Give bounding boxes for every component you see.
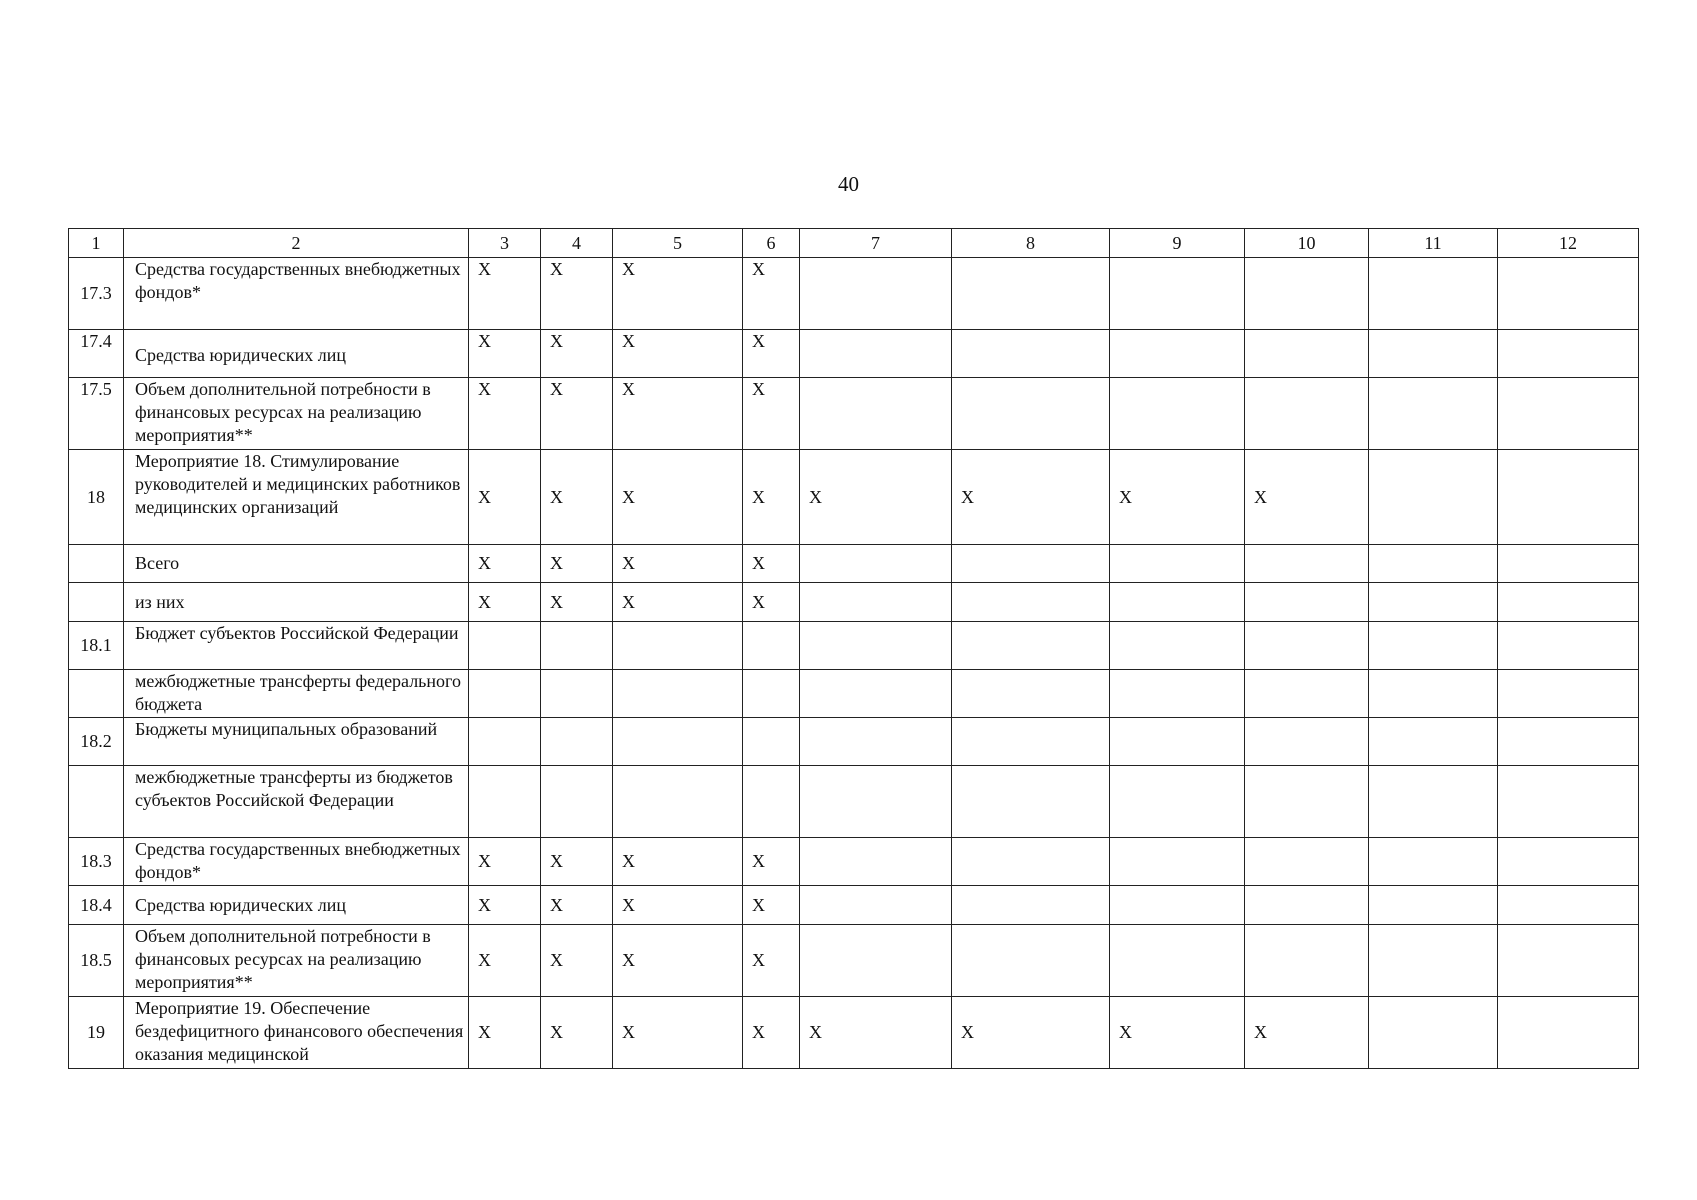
value-cell bbox=[952, 766, 1110, 838]
value-cell bbox=[952, 670, 1110, 718]
value-cell bbox=[800, 622, 952, 670]
value-cell bbox=[743, 718, 800, 766]
header-cell: 11 bbox=[1369, 229, 1498, 258]
value-cell bbox=[1369, 766, 1498, 838]
table-row bbox=[69, 450, 1639, 545]
value-cell bbox=[1369, 258, 1498, 330]
value-cell: X bbox=[743, 378, 800, 450]
value-cell bbox=[1369, 718, 1498, 766]
value-cell bbox=[541, 622, 613, 670]
value-cell bbox=[541, 766, 613, 838]
value-cell: X bbox=[743, 925, 800, 997]
header-cell: 4 bbox=[541, 229, 613, 258]
row-name: Мероприятие 18. Стимулирование руководителей и медицинских работников медицинских организаций bbox=[124, 450, 469, 545]
row-number bbox=[69, 670, 124, 718]
row-number bbox=[69, 583, 124, 622]
value-cell: X bbox=[743, 997, 800, 1069]
value-cell bbox=[952, 583, 1110, 622]
value-cell bbox=[800, 925, 952, 997]
value-cell bbox=[469, 718, 541, 766]
header-cell: 9 bbox=[1110, 229, 1245, 258]
value-cell bbox=[1110, 670, 1245, 718]
value-cell bbox=[1110, 258, 1245, 330]
row-name: Средства юридических лиц bbox=[124, 886, 469, 925]
value-cell bbox=[541, 670, 613, 718]
value-cell: X bbox=[469, 583, 541, 622]
row-name: Средства государственных внебюджетных фондов* bbox=[124, 838, 469, 886]
value-cell bbox=[1498, 378, 1639, 450]
value-cell: X bbox=[469, 997, 541, 1069]
value-cell: X bbox=[541, 886, 613, 925]
header-cell: 10 bbox=[1245, 229, 1369, 258]
table-row bbox=[69, 925, 1639, 997]
value-cell: X bbox=[743, 545, 800, 583]
value-cell bbox=[1245, 258, 1369, 330]
value-cell: X bbox=[800, 450, 952, 545]
header-cell: 7 bbox=[800, 229, 952, 258]
value-cell bbox=[1245, 622, 1369, 670]
value-cell: X bbox=[469, 450, 541, 545]
table-body bbox=[69, 229, 1639, 1069]
value-cell: X bbox=[541, 997, 613, 1069]
value-cell bbox=[1245, 766, 1369, 838]
value-cell bbox=[1369, 378, 1498, 450]
row-name: межбюджетные трансферты федерального бюджета bbox=[124, 670, 469, 718]
value-cell bbox=[1245, 925, 1369, 997]
value-cell bbox=[613, 670, 743, 718]
header-cell: 5 bbox=[613, 229, 743, 258]
value-cell: X bbox=[541, 378, 613, 450]
value-cell: X bbox=[743, 450, 800, 545]
value-cell bbox=[1498, 670, 1639, 718]
table-row bbox=[69, 258, 1639, 330]
value-cell bbox=[1369, 838, 1498, 886]
value-cell: X bbox=[1110, 450, 1245, 545]
table-row bbox=[69, 718, 1639, 766]
value-cell bbox=[800, 718, 952, 766]
value-cell bbox=[1498, 545, 1639, 583]
value-cell bbox=[1245, 330, 1369, 378]
value-cell bbox=[1369, 450, 1498, 545]
row-number: 17.4 bbox=[69, 330, 124, 378]
value-cell bbox=[1110, 886, 1245, 925]
value-cell: X bbox=[743, 330, 800, 378]
value-cell bbox=[1369, 670, 1498, 718]
value-cell: X bbox=[469, 378, 541, 450]
value-cell bbox=[1369, 622, 1498, 670]
row-name: Объем дополнительной потребности в финансовых ресурсах на реализацию мероприятия** bbox=[124, 378, 469, 450]
value-cell bbox=[1245, 583, 1369, 622]
value-cell bbox=[541, 718, 613, 766]
row-name: Объем дополнительной потребности в финансовых ресурсах на реализацию мероприятия** bbox=[124, 925, 469, 997]
row-name: Всего bbox=[124, 545, 469, 583]
row-name: Мероприятие 19. Обеспечение бездефицитного финансового обеспечения оказания медицинской bbox=[124, 997, 469, 1069]
value-cell: X bbox=[541, 925, 613, 997]
value-cell bbox=[1110, 766, 1245, 838]
header-cell: 3 bbox=[469, 229, 541, 258]
value-cell bbox=[743, 766, 800, 838]
value-cell: X bbox=[613, 258, 743, 330]
value-cell bbox=[952, 886, 1110, 925]
value-cell bbox=[1498, 718, 1639, 766]
row-number bbox=[69, 766, 124, 838]
row-number: 17.5 bbox=[69, 378, 124, 450]
table-row bbox=[69, 838, 1639, 886]
value-cell bbox=[952, 718, 1110, 766]
table-row bbox=[69, 670, 1639, 718]
value-cell bbox=[1369, 997, 1498, 1069]
row-number bbox=[69, 545, 124, 583]
value-cell bbox=[952, 258, 1110, 330]
row-name: Средства юридических лиц bbox=[124, 330, 469, 378]
value-cell: X bbox=[1110, 997, 1245, 1069]
value-cell: X bbox=[541, 330, 613, 378]
value-cell: X bbox=[541, 450, 613, 545]
value-cell bbox=[1110, 838, 1245, 886]
value-cell bbox=[800, 378, 952, 450]
value-cell: X bbox=[952, 997, 1110, 1069]
value-cell bbox=[1245, 670, 1369, 718]
value-cell bbox=[952, 925, 1110, 997]
value-cell bbox=[469, 670, 541, 718]
value-cell bbox=[1498, 583, 1639, 622]
value-cell bbox=[1498, 997, 1639, 1069]
table-row bbox=[69, 583, 1639, 622]
value-cell bbox=[1110, 718, 1245, 766]
value-cell: X bbox=[541, 583, 613, 622]
value-cell: X bbox=[1245, 450, 1369, 545]
table-row bbox=[69, 766, 1639, 838]
value-cell: X bbox=[613, 838, 743, 886]
value-cell: X bbox=[613, 545, 743, 583]
value-cell: X bbox=[952, 450, 1110, 545]
value-cell bbox=[1369, 330, 1498, 378]
header-cell: 6 bbox=[743, 229, 800, 258]
value-cell bbox=[1245, 838, 1369, 886]
value-cell bbox=[800, 886, 952, 925]
row-number: 18.3 bbox=[69, 838, 124, 886]
value-cell bbox=[1498, 838, 1639, 886]
value-cell bbox=[1498, 925, 1639, 997]
value-cell: X bbox=[613, 886, 743, 925]
value-cell: X bbox=[743, 838, 800, 886]
value-cell: X bbox=[800, 997, 952, 1069]
value-cell: X bbox=[541, 838, 613, 886]
value-cell bbox=[800, 330, 952, 378]
row-name: Бюджеты муниципальных образований bbox=[124, 718, 469, 766]
value-cell bbox=[1498, 450, 1639, 545]
value-cell bbox=[1498, 258, 1639, 330]
value-cell bbox=[800, 766, 952, 838]
row-number: 18.2 bbox=[69, 718, 124, 766]
row-number: 17.3 bbox=[69, 258, 124, 330]
value-cell bbox=[952, 545, 1110, 583]
value-cell: X bbox=[469, 330, 541, 378]
value-cell bbox=[952, 378, 1110, 450]
value-cell: X bbox=[613, 997, 743, 1069]
value-cell bbox=[469, 622, 541, 670]
value-cell bbox=[952, 622, 1110, 670]
row-name: Средства государственных внебюджетных фондов* bbox=[124, 258, 469, 330]
value-cell: X bbox=[541, 258, 613, 330]
value-cell: X bbox=[541, 545, 613, 583]
value-cell bbox=[1110, 583, 1245, 622]
table-row bbox=[69, 330, 1639, 378]
value-cell: X bbox=[1245, 997, 1369, 1069]
value-cell bbox=[1369, 925, 1498, 997]
table-row bbox=[69, 997, 1639, 1069]
value-cell bbox=[1110, 622, 1245, 670]
table-row bbox=[69, 545, 1639, 583]
value-cell: X bbox=[469, 838, 541, 886]
table-row bbox=[69, 622, 1639, 670]
value-cell bbox=[1369, 545, 1498, 583]
header-cell: 2 bbox=[124, 229, 469, 258]
value-cell: X bbox=[613, 450, 743, 545]
value-cell bbox=[800, 670, 952, 718]
value-cell bbox=[613, 766, 743, 838]
value-cell bbox=[1498, 330, 1639, 378]
value-cell bbox=[952, 838, 1110, 886]
value-cell bbox=[1110, 545, 1245, 583]
value-cell: X bbox=[743, 258, 800, 330]
value-cell bbox=[800, 258, 952, 330]
value-cell bbox=[1245, 545, 1369, 583]
value-cell bbox=[743, 622, 800, 670]
budget-table bbox=[68, 228, 1639, 1069]
value-cell bbox=[1498, 886, 1639, 925]
row-name: из них bbox=[124, 583, 469, 622]
row-number: 18.1 bbox=[69, 622, 124, 670]
value-cell: X bbox=[613, 925, 743, 997]
value-cell bbox=[1245, 378, 1369, 450]
value-cell bbox=[800, 838, 952, 886]
header-cell: 12 bbox=[1498, 229, 1639, 258]
value-cell: X bbox=[469, 258, 541, 330]
value-cell: X bbox=[613, 378, 743, 450]
value-cell bbox=[1498, 622, 1639, 670]
value-cell: X bbox=[469, 886, 541, 925]
value-cell bbox=[613, 622, 743, 670]
table-row bbox=[69, 378, 1639, 450]
value-cell: X bbox=[743, 583, 800, 622]
value-cell bbox=[743, 670, 800, 718]
value-cell: X bbox=[469, 925, 541, 997]
value-cell bbox=[952, 330, 1110, 378]
value-cell bbox=[1110, 330, 1245, 378]
row-number: 19 bbox=[69, 997, 124, 1069]
header-cell: 8 bbox=[952, 229, 1110, 258]
value-cell bbox=[613, 718, 743, 766]
page-number: 40 bbox=[838, 172, 859, 196]
value-cell bbox=[800, 583, 952, 622]
value-cell bbox=[469, 766, 541, 838]
row-name: Бюджет субъектов Российской Федерации bbox=[124, 622, 469, 670]
row-number: 18.4 bbox=[69, 886, 124, 925]
value-cell: X bbox=[469, 545, 541, 583]
value-cell bbox=[1245, 886, 1369, 925]
row-number: 18 bbox=[69, 450, 124, 545]
header-cell: 1 bbox=[69, 229, 124, 258]
value-cell bbox=[1369, 583, 1498, 622]
value-cell: X bbox=[613, 583, 743, 622]
value-cell bbox=[1110, 378, 1245, 450]
row-name: межбюджетные трансферты из бюджетов субъектов Российской Федерации bbox=[124, 766, 469, 838]
value-cell bbox=[1245, 718, 1369, 766]
row-number: 18.5 bbox=[69, 925, 124, 997]
value-cell bbox=[1110, 925, 1245, 997]
table-row bbox=[69, 886, 1639, 925]
value-cell: X bbox=[743, 886, 800, 925]
value-cell bbox=[1498, 766, 1639, 838]
value-cell bbox=[1369, 886, 1498, 925]
value-cell: X bbox=[613, 330, 743, 378]
header-row bbox=[69, 229, 1639, 258]
value-cell bbox=[800, 545, 952, 583]
